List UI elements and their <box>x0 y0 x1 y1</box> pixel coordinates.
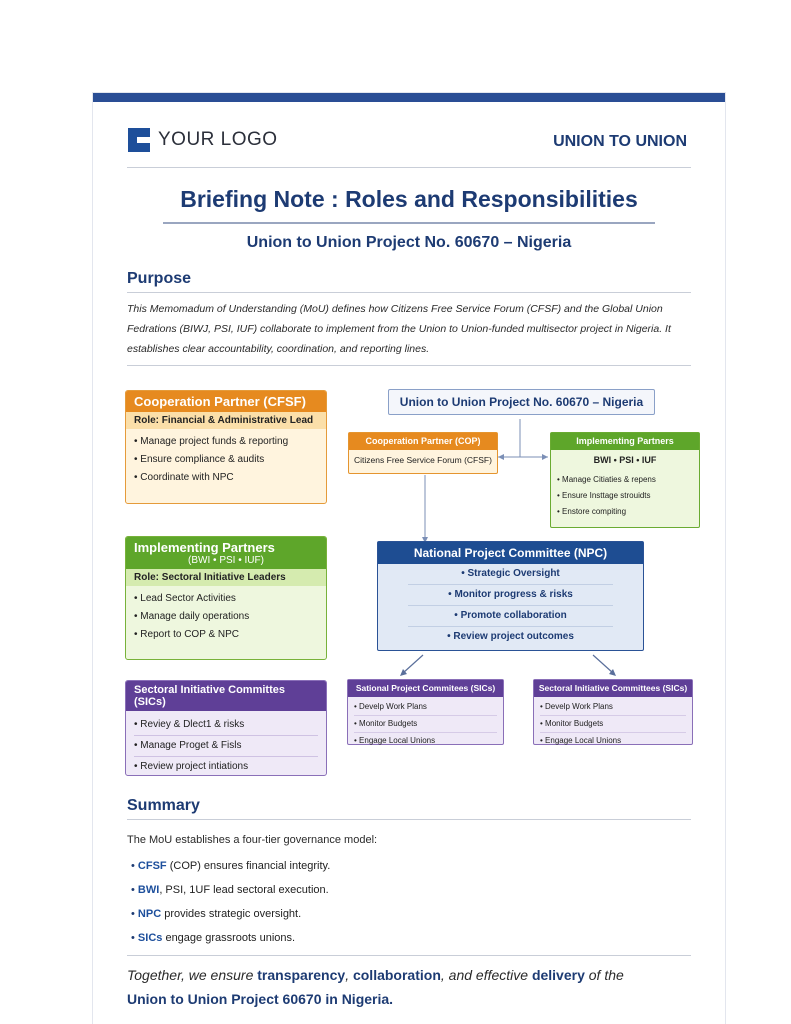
connector-arrow-icon <box>542 454 548 460</box>
sic-left-node-title: Sational Project Commitees (SICs) <box>348 680 503 697</box>
ip-node-title: Implementing Partners <box>551 433 699 450</box>
page-subtitle: Union to Union Project No. 60670 – Nigeria <box>246 234 572 251</box>
list-item: • Engage Local Unions <box>540 733 686 749</box>
sic-card-list <box>126 711 326 776</box>
summary-text: engage grassroots unions. <box>162 932 296 944</box>
list-item: • Report to COP & NPC <box>134 626 318 644</box>
top-accent-bar <box>93 93 725 102</box>
sic-right-node <box>533 679 693 745</box>
cop-node <box>348 432 498 474</box>
summary-lead: SICs <box>137 932 163 944</box>
closing-statement <box>127 963 693 1011</box>
summary-heading: Summary <box>127 797 200 814</box>
logo-mark-icon <box>128 128 150 152</box>
logo-text: YOUR LOGO <box>158 129 278 150</box>
list-item: • Lead Sector Activities <box>134 590 318 608</box>
project-node <box>388 389 655 415</box>
list-item <box>131 854 330 878</box>
title-underline <box>163 222 655 224</box>
cop-card-title: Cooperation Partner (CFSF) <box>126 391 326 412</box>
closing-emphasis: collaboration <box>352 967 441 983</box>
ip-card-subtitle: (BWI • PSI • IUF) <box>188 555 264 566</box>
cop-card-list <box>126 429 326 491</box>
purpose-divider <box>127 292 691 293</box>
connector-line <box>593 655 613 673</box>
sic-right-node-title: Sectoral Initiative Committees (SICs) <box>534 680 692 697</box>
connector-arrow-icon <box>498 454 504 460</box>
ip-node-body: BWI • PSI • IUF <box>593 455 657 465</box>
ip-card-title <box>126 537 326 569</box>
list-item: • Review project outcomes <box>408 627 613 647</box>
list-item: • Manage project funds & reporting <box>134 433 318 451</box>
list-item: • Monitor Budgets <box>540 716 686 733</box>
list-item <box>131 902 330 926</box>
list-item: • Promote collaboration <box>408 606 613 627</box>
npc-node-list <box>378 564 643 647</box>
purpose-text: This Memomadum of Understanding (MoU) defines how Citizens Free Service Forum (CFSF) and the Global Union Fedrations (BIWJ, PSI, IUF) collaborate to implement from the Union to Union-funded multisector project in Nigeria. It establishes clear accountability, coordination, and reporting lines. <box>127 303 671 355</box>
summary-text: (COP) ensures financial integrity. <box>166 860 331 872</box>
page-title: Briefing Note : Roles and Responsibilities <box>180 186 638 212</box>
project-node-title: Union to Union Project No. 60670 – Nigeria <box>399 395 644 409</box>
list-item: • Enstore compiting <box>557 504 693 520</box>
summary-list <box>131 854 330 950</box>
sic-card <box>125 680 327 776</box>
ip-card-role: Role: Sectoral Initiative Leaders <box>126 569 326 586</box>
ip-card-title-text: Implementing Partners <box>134 540 275 555</box>
list-item: • Reviey & Dlect1 & risks <box>134 715 318 736</box>
list-item: • Manage daily operations <box>134 608 318 626</box>
sic-right-node-list <box>534 697 692 751</box>
list-item: • Manage Citiaties & repens <box>557 472 693 488</box>
ip-card <box>125 536 327 660</box>
npc-node <box>377 541 644 651</box>
briefing-sheet <box>93 93 725 1024</box>
logo <box>128 128 278 152</box>
ip-card-list <box>126 586 326 648</box>
brand-label: UNION TO UNION <box>553 133 687 150</box>
cop-card <box>125 390 327 504</box>
list-item: • Review project intiations <box>134 757 318 776</box>
summary-intro: The MoU establishes a four-tier governance model: <box>127 834 378 846</box>
closing-line2: Union to Union Project 60670 in Nigeria. <box>127 991 394 1007</box>
closing-emphasis: transparency <box>257 967 346 983</box>
list-item: • Monitor progress & risks <box>408 585 613 606</box>
closing-divider <box>127 955 691 956</box>
summary-lead: BWI <box>137 884 160 896</box>
list-item: • Manage Proget & Fisls <box>134 736 318 757</box>
header-divider <box>127 167 691 168</box>
purpose-end-divider <box>127 365 691 366</box>
list-item: • Develp Work Plans <box>354 699 497 716</box>
closing-text: of the <box>584 967 624 983</box>
closing-emphasis: delivery <box>531 967 585 983</box>
list-item: • Ensure Insttage strouidts <box>557 488 693 504</box>
sic-left-node <box>347 679 504 745</box>
list-item: • Coordinate with NPC <box>134 469 318 487</box>
summary-lead: NPC <box>137 908 162 920</box>
cop-node-body: Citizens Free Service Forum (CFSF) <box>354 455 492 465</box>
sic-left-node-list <box>348 697 503 751</box>
summary-text: , PSI, 1UF lead sectoral execution. <box>159 884 329 896</box>
closing-text: , <box>345 967 353 983</box>
purpose-heading: Purpose <box>127 270 192 287</box>
closing-text: , and effective <box>440 967 532 983</box>
connector-line <box>403 655 423 673</box>
list-item <box>131 926 330 950</box>
summary-text: provides strategic oversight. <box>161 908 302 920</box>
ip-node <box>550 432 700 528</box>
list-item: • Engage Local Unions <box>354 733 497 749</box>
list-item: • Monitor Budgets <box>354 716 497 733</box>
npc-node-title: National Project Committee (NPC) <box>378 542 643 564</box>
cop-card-role: Role: Financial & Administrative Lead <box>126 412 326 429</box>
summary-divider <box>127 819 691 820</box>
list-item <box>131 878 330 902</box>
cop-node-title: Cooperation Partner (COP) <box>349 433 497 450</box>
summary-lead: CFSF <box>137 860 167 872</box>
sic-card-title: Sectoral Initiative Committes (SICs) <box>126 681 326 711</box>
closing-text: Together, we ensure <box>127 967 258 983</box>
list-item: • Strategic Oversight <box>408 564 613 585</box>
list-item: • Ensure compliance & audits <box>134 451 318 469</box>
list-item: • Develp Work Plans <box>540 699 686 716</box>
ip-node-list <box>551 470 699 522</box>
